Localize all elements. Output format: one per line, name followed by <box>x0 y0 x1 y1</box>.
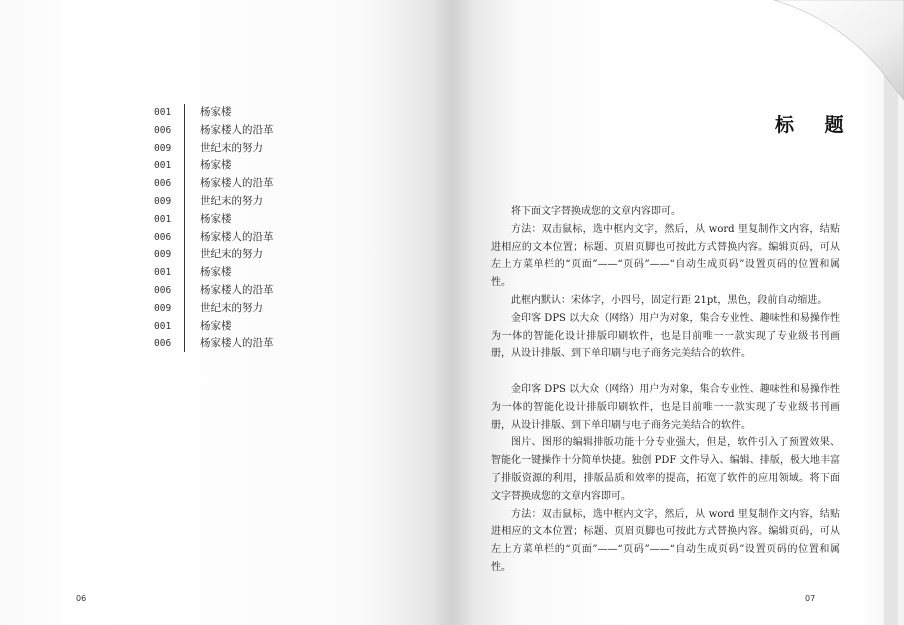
toc-page-number: 009 <box>154 302 172 314</box>
toc-page-number: 001 <box>154 267 172 279</box>
toc-entry-title: 杨家楼人的沿革 <box>200 230 274 243</box>
toc-entry-title: 杨家楼人的沿革 <box>200 123 274 136</box>
toc-page-number: 006 <box>154 284 172 296</box>
toc-page-number: 006 <box>154 178 172 190</box>
toc-entry-title: 世纪末的努力 <box>200 248 263 261</box>
toc-entry-title: 杨家楼 <box>200 106 232 118</box>
right-page-number: 07 <box>805 594 816 603</box>
toc-page-number: 001 <box>154 107 172 118</box>
toc-page-number: 001 <box>154 213 172 225</box>
toc-entry-title: 世纪末的努力 <box>200 301 263 314</box>
toc-entry-title: 杨家楼人的沿革 <box>200 337 274 350</box>
toc-entry-title: 杨家楼人的沿革 <box>200 283 274 296</box>
paragraph-gap <box>491 363 840 381</box>
toc-entry-title: 世纪末的努力 <box>200 141 263 154</box>
toc-divider <box>184 104 185 352</box>
toc-page-number: 006 <box>154 124 172 136</box>
toc-entry-title: 杨家楼 <box>200 266 232 279</box>
body-paragraph: 此框内默认：宋体字，小四号，固定行距 21pt，黑色，段前自动缩进。 <box>511 294 828 306</box>
toc-entry-title: 杨家楼 <box>200 159 232 172</box>
body-paragraph: 图片、图形的编辑排版功能十分专业强大，但是，软件引入了预置效果、智能化一键操作十分简单快捷。独创 PDF 文件导入、编辑、排版，极大地丰富了排版资源的利用，排版品质和效率的提高，拓宽了软件的应用领域。将下面文字替换成您的文章内容即可。 <box>491 437 840 502</box>
article-body <box>491 203 840 577</box>
page-curl-icon <box>714 0 904 120</box>
toc-entry-title: 杨家楼 <box>200 319 232 332</box>
body-paragraph: 金印客 DPS 以大众（网络）用户为对象，集合专业性、趣味性和易操作性为一体的智能化设计排版印刷软件，也是目前唯一一款实现了专业级书刊画册，从设计排版、到下单印刷与电子商务完美结合的软件。 <box>491 383 840 431</box>
body-paragraph: 方法：双击鼠标，选中框内文字，然后，从 word 里复制作文内容，结贴进相应的文本位置；标题、页眉页脚也可按此方式替换内容。编辑页码，可从左上方菜单栏的“页面”——“页码”——“自动生成页码”设置页码的位置和属性。 <box>491 508 840 573</box>
page-heading: 标 题 <box>775 114 856 136</box>
toc-page-number: 009 <box>154 249 172 261</box>
toc-entry-title: 杨家楼 <box>200 212 232 225</box>
toc-page-number: 001 <box>154 320 172 332</box>
body-paragraph: 将下面文字替换成您的文章内容即可。 <box>511 206 681 217</box>
body-paragraph: 金印客 DPS 以大众（网络）用户为对象，集合专业性、趣味性和易操作性为一体的智能化设计排版印刷软件，也是目前唯一一款实现了专业级书刊画册，从设计排版、到下单印刷与电子商务完美结合的软件。 <box>491 312 840 360</box>
toc-page-number: 009 <box>154 142 172 154</box>
left-page-number: 06 <box>76 594 87 603</box>
toc-page-number: 001 <box>154 160 172 172</box>
toc-entry-title: 世纪末的努力 <box>200 194 263 207</box>
toc-entry-title: 杨家楼人的沿革 <box>200 177 274 190</box>
toc-page-number: 009 <box>154 195 172 207</box>
toc-page-number: 006 <box>154 338 172 350</box>
body-paragraph: 方法：双击鼠标，选中框内文字，然后，从 word 里复制作文内容，结贴进相应的文本位置；标题、页眉页脚也可按此方式替换内容。编辑页码，可从左上方菜单栏的“页面”——“页码”——“自动生成页码”设置页码的位置和属性。 <box>491 223 840 289</box>
toc-page-number: 006 <box>154 231 172 243</box>
